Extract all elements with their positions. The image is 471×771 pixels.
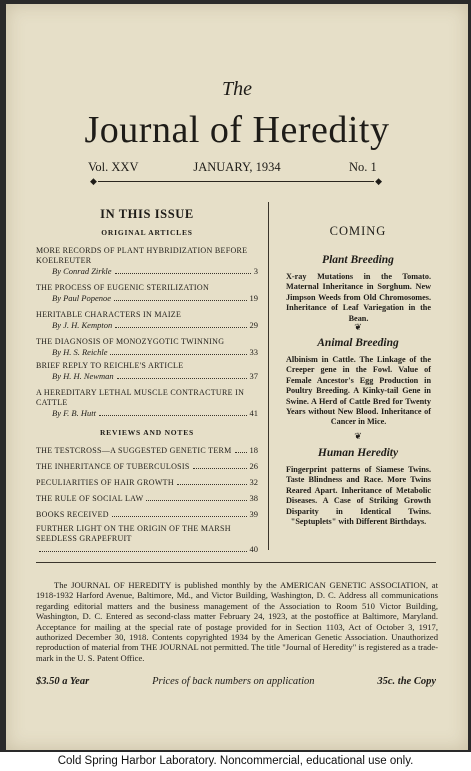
column-divider — [268, 202, 269, 550]
toc-page: 37 — [249, 371, 258, 381]
toc-title: A HEREDITARY LETHAL MUSCLE CONTRACTURE IN CATTLE — [36, 388, 245, 407]
toc-title: PECULIARITIES OF HAIR GROWTH — [36, 478, 174, 487]
toc-entry[interactable] — [36, 493, 258, 504]
toc-author: By Conrad Zirkle — [52, 266, 112, 276]
toc-title: THE RULE OF SOCIAL LAW — [36, 494, 144, 503]
toc-title: THE INHERITANCE OF TUBERCULOSIS — [36, 462, 190, 471]
price-line — [36, 676, 436, 687]
rule-ornament-left: ◆ — [90, 176, 97, 186]
section-rule — [36, 562, 436, 563]
rule-ornament-right: ◆ — [375, 176, 382, 186]
toc-page: 3 — [253, 266, 258, 276]
original-articles-heading: ORIGINAL ARTICLES — [101, 228, 193, 237]
toc-author: By H. H. Newman — [52, 371, 114, 381]
toc-entry[interactable] — [36, 361, 258, 382]
copy-price: 35c. the Copy — [377, 676, 436, 687]
toc-title: HERITABLE CHARACTERS IN MAIZE — [36, 310, 182, 319]
toc-page: 18 — [249, 445, 258, 455]
toc-entry[interactable] — [36, 246, 258, 277]
header-rule — [90, 176, 382, 186]
section-heading-plant-breeding: Plant Breeding — [322, 254, 394, 266]
toc-page: 33 — [249, 347, 258, 357]
toc-page: 40 — [249, 544, 258, 554]
toc-entry[interactable] — [36, 524, 258, 555]
publication-notice: The JOURNAL OF HEREDITY is published monthly by the AMERICAN GENETIC ASSOCIATION, at 1918-1932 Harford Avenue, Baltimore, Md., and Victor Building, Washington, D. C. Address all communications regarding editorial matters and the business management of the Association to Room 510 Victor Building, Washington, D. C. Entered as second-class matter February 24, 1923, at the postoffice at Baltimore, Maryland. Acceptance for mailing at the special rate of postage provided for in Section 1103, Act of October 3, 1917, authorized December 30, 1918. Contents copyrighted 1934 by the American Genetic Association. Unauthorized reproduction of material from THE JOURNAL not permitted. The title "Journal of Heredity" is registered as a trade-mark in the U. S. Patent Office. — [36, 580, 438, 663]
toc-entry[interactable] — [36, 388, 258, 419]
toc-page: 38 — [249, 493, 258, 503]
toc-page: 26 — [249, 461, 258, 471]
toc-page: 41 — [249, 408, 258, 418]
section-body-human-heredity: Fingerprint patterns of Siamese Twins. Taste Blindness and Race. More Twins Reared Apart. Inheritance of Metabolic Diseases. A Case of Striking Growth Disparity in Identical Twins. "Septuplets" with Different Birthdays. — [286, 465, 431, 527]
image-credit: Cold Spring Harbor Laboratory. Noncommercial, educational use only. — [0, 752, 471, 771]
toc-page: 29 — [249, 320, 258, 330]
reviews-notes-heading: REVIEWS AND NOTES — [99, 428, 195, 437]
in-this-issue-heading: IN THIS ISSUE — [100, 207, 194, 221]
section-body-animal-breeding: Albinism in Cattle. The Linkage of the Creeper gene in the Fowl. Value of Female Ancestor's Egg Production in Poultry Breeding. A Kinky-tail Gene in Swine. A Herd of Cattle Bred for Twenty Years without New Blood. Inheritance of Cancer in Mice. — [286, 355, 431, 427]
journal-title: Journal of Heredity — [84, 109, 390, 151]
back-numbers-note: Prices of back numbers on application — [152, 676, 315, 687]
toc-title: MORE RECORDS OF PLANT HYBRIDIZATION BEFORE KOELREUTER — [36, 246, 248, 265]
toc-author: By Paul Popenoe — [52, 293, 112, 303]
journal-page — [6, 4, 468, 750]
fleuron-ornament: ❦ — [354, 322, 362, 332]
section-body-plant-breeding: X-ray Mutations in the Tomato. Maternal Inheritance in Sorghum. New Jimpson Weeds from Old Chromosomes. Inheritance of Leaf Variegation in the Bean. — [286, 272, 431, 323]
toc-author: By F. B. Hutt — [52, 408, 96, 418]
toc-title: THE TESTCROSS—A SUGGESTED GENETIC TERM — [36, 446, 232, 455]
toc-page: 32 — [249, 477, 258, 487]
toc-page: 19 — [249, 293, 258, 303]
section-heading-human-heredity: Human Heredity — [317, 447, 399, 459]
fleuron-ornament: ❦ — [354, 431, 362, 441]
toc-entry[interactable] — [36, 283, 258, 304]
volume: Vol. XXV — [88, 160, 139, 174]
toc-author: By H. S. Reichle — [52, 347, 108, 357]
toc-title: FURTHER LIGHT ON THE ORIGIN OF THE MARSH SEEDLESS GRAPEFRUIT — [36, 524, 231, 543]
section-heading-animal-breeding: Animal Breeding — [317, 337, 399, 349]
toc-entry[interactable] — [36, 477, 258, 488]
toc-entry[interactable] — [36, 310, 258, 331]
toc-title: BRIEF REPLY TO REICHLE'S ARTICLE — [36, 361, 184, 370]
toc-title: THE DIAGNOSIS OF MONOZYGOTIC TWINNING — [36, 337, 225, 346]
toc-entry[interactable] — [36, 445, 258, 456]
toc-title: BOOKS RECEIVED — [36, 510, 109, 519]
coming-heading: COMING — [329, 224, 387, 238]
toc-page: 39 — [249, 509, 258, 519]
toc-entry[interactable] — [36, 337, 258, 358]
issue-number: No. 1 — [349, 160, 377, 174]
toc-title: THE PROCESS OF EUGENIC STERILIZATION — [36, 283, 210, 292]
toc-entry[interactable] — [36, 461, 258, 472]
issue-date: JANUARY, 1934 — [193, 160, 281, 174]
toc-author: By J. H. Kempton — [52, 320, 113, 330]
title-article: The — [222, 78, 252, 100]
toc-entry[interactable] — [36, 509, 258, 520]
annual-price: $3.50 a Year — [36, 676, 90, 687]
